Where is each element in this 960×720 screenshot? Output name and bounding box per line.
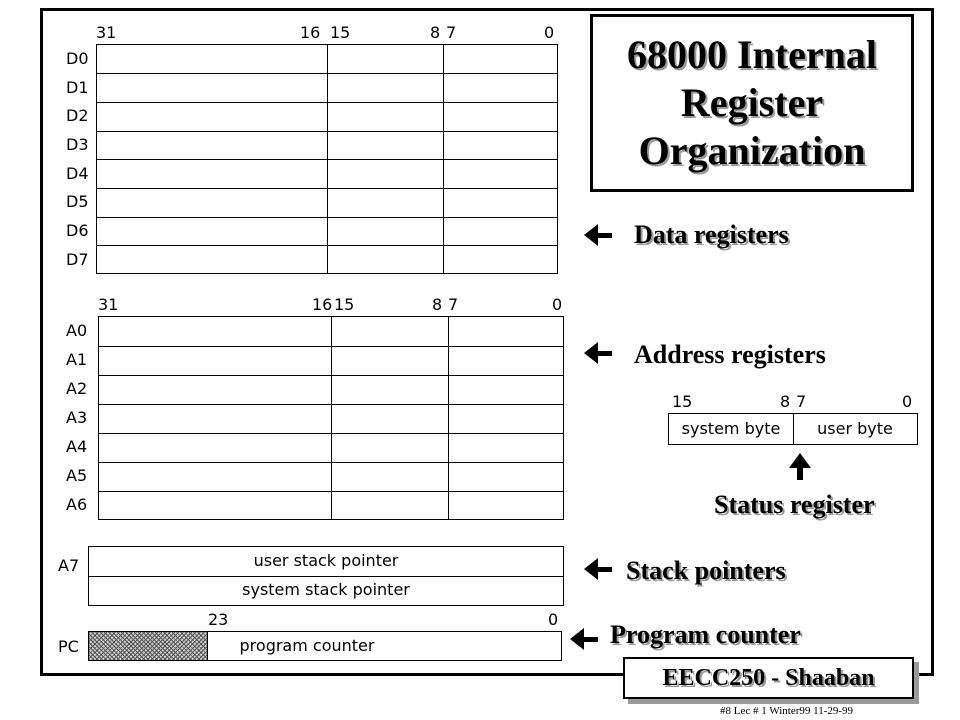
register-label-a1: A1: [66, 350, 88, 369]
sr-bit-15: 15: [672, 392, 693, 411]
program-counter-caption: Program counter: [610, 620, 801, 649]
register-label-a0: A0: [66, 321, 88, 340]
bit-7: 7: [446, 23, 457, 42]
grid-divider-8: [443, 45, 444, 273]
address-registers-caption: Address registers: [634, 340, 826, 369]
unused-bits-hatch: [89, 632, 207, 660]
bit-31: 31: [98, 295, 119, 314]
register-label-a5: A5: [66, 466, 88, 485]
bit-7: 7: [448, 295, 459, 314]
system-stack-pointer-label: system stack pointer: [242, 580, 410, 599]
bit-15: 15: [334, 295, 355, 314]
user-stack-pointer-label: user stack pointer: [253, 551, 399, 570]
grid-divider-8: [448, 317, 449, 519]
title-line-3: Organization: [638, 128, 866, 173]
title-box: [590, 14, 914, 192]
register-label-a3: A3: [66, 408, 88, 427]
pc-bit-23: 23: [208, 610, 229, 629]
register-label-a2: A2: [66, 379, 88, 398]
register-label-d0: D0: [66, 49, 89, 68]
system-byte-label: system byte: [681, 419, 781, 438]
status-register-grid: [668, 413, 918, 445]
address-register-grid: [98, 316, 564, 520]
register-label-a4: A4: [66, 437, 88, 456]
bit-8: 8: [432, 295, 443, 314]
grid-divider-16: [331, 317, 332, 519]
footer-note: #8 Lec # 1 Winter99 11-29-99: [720, 705, 854, 717]
data-registers-caption: Data registers: [634, 220, 789, 249]
register-label-a7: A7: [58, 556, 80, 575]
sr-bit-8: 8: [780, 392, 791, 411]
bit-0: 0: [544, 23, 555, 42]
bit-31: 31: [96, 23, 117, 42]
register-label-a6: A6: [66, 495, 88, 514]
register-label-d2: D2: [66, 106, 89, 125]
grid-divider-16: [327, 45, 328, 273]
bit-8: 8: [430, 23, 441, 42]
pc-bit-0: 0: [548, 610, 559, 629]
footer-box: [623, 657, 914, 699]
bit-15: 15: [330, 23, 351, 42]
register-label-d1: D1: [66, 78, 89, 97]
program-counter-label: program counter: [239, 636, 375, 655]
user-byte-label: user byte: [817, 419, 893, 438]
stack-pointer-grid: [88, 546, 564, 606]
footer-title: EECC250 - Shaaban: [662, 664, 875, 691]
title-line-1: 68000 Internal: [627, 32, 877, 77]
stack-pointers-caption: Stack pointers: [626, 556, 786, 585]
program-counter-grid: [88, 631, 562, 661]
register-label-d7: D7: [66, 250, 89, 269]
bit-16: 16: [300, 23, 321, 42]
data-register-grid: [96, 44, 558, 274]
title-line-2: Register: [680, 80, 824, 125]
register-label-d4: D4: [66, 164, 89, 183]
register-label-d3: D3: [66, 135, 89, 154]
bit-16: 16: [312, 295, 333, 314]
status-register-caption: Status register: [714, 490, 875, 519]
register-label-pc: PC: [58, 637, 79, 656]
register-label-d5: D5: [66, 192, 89, 211]
bit-0: 0: [552, 295, 563, 314]
sr-bit-7: 7: [796, 392, 807, 411]
sr-bit-0: 0: [902, 392, 913, 411]
register-label-d6: D6: [66, 221, 89, 240]
